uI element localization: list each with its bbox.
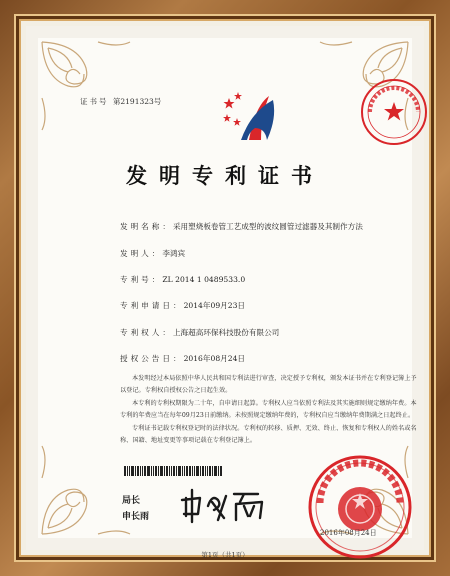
cnipa-logo-icon [221,88,283,148]
director-title: 局长 [122,496,141,506]
field-value: 李鸿宾 [162,249,186,258]
barcode [124,466,238,476]
certificate-number-label: 证书号 [80,97,109,106]
field-label: 授权公告日： [120,354,184,363]
barcode-bar [192,466,193,476]
barcode-bar [160,466,163,476]
barcode-bar [144,466,146,476]
barcode-bar [214,466,217,476]
barcode-bar [200,466,201,476]
barcode-bar [129,466,130,476]
barcode-bar [137,466,139,476]
barcode-bar [142,466,143,476]
barcode-bar [176,466,177,476]
field-value: ZL 2014 1 0489533.0 [162,275,246,284]
certificate-title: 发明专利证书 [126,163,324,188]
director-name: 申长雨 [122,512,150,522]
field-value: 上海超高环保科技股份有限公司 [172,328,280,337]
barcode-bar [202,466,204,476]
field-value: 2014年09月23日 [183,301,245,310]
barcode-bar [205,466,206,476]
barcode-bar [186,466,188,476]
barcode-bar [169,466,170,476]
field-grant-date [120,353,245,364]
certificate-paper [38,38,417,559]
barcode-bar [182,466,183,476]
barcode-bar [178,466,181,476]
body-paragraph: 专利证书记载专利权登记时的法律状况。专利权的转移、质押、无效、终止、恢复和专利权人的姓名或名称、国籍、地址变更等事项记载在专利登记簿上。 [120,425,417,444]
barcode-bar [184,466,185,476]
barcode-bar [189,466,191,476]
barcode-bar [218,466,219,476]
barcode-bar [135,466,136,476]
field-label: 专利号： [120,275,163,284]
field-application-date [120,300,245,311]
frame-border [14,14,436,562]
barcode-bar [220,466,222,476]
barcode-bar [196,466,199,476]
barcode-bar [212,466,213,476]
barcode-bar [155,466,157,476]
certificate-number [80,96,161,107]
field-label: 发明名称： [120,222,173,231]
barcode-bar [158,466,159,476]
seal-date: 2016年08月24日 [320,529,377,537]
barcode-bar [164,466,165,476]
barcode-bar [140,466,141,476]
field-patentee [120,327,279,338]
official-seal [306,453,414,561]
barcode-bar [127,466,128,476]
barcode-bar [171,466,172,476]
field-label: 专利申请日： [120,301,184,310]
barcode-bar [153,466,154,476]
barcode-bar [173,466,175,476]
barcode-bar [124,466,126,476]
body-paragraph: 本专利的专利权期限为二十年，自申请日起算。专利权人应当依照专利法及其实施细则规定缴纳年费。本专利的年费应当在每年09月23日前缴纳。未按照规定缴纳年费的，专利权自应当缴纳年费期满之日起终止。 [120,400,417,419]
field-value: 采用塑烧板卷管工艺成型的波纹圆管过滤器及其制作方法 [172,222,363,231]
field-invention-name [120,221,363,232]
field-label: 发明人： [120,249,163,258]
corner-ornament-icon [38,38,133,133]
barcode-bar [147,466,150,476]
page-number: 第1页（共1页） [201,551,249,559]
field-patent-number [120,274,245,285]
body-paragraph: 本发明经过本局依照中华人民共和国专利法进行审查，决定授予专利权，颁发本证书并在专利登记簿上予以登记。专利权自授权公告之日起生效。 [120,375,417,394]
barcode-bar [209,466,211,476]
barcode-bar [131,466,134,476]
field-value: 2016年08月24日 [183,354,245,363]
barcode-bar [207,466,208,476]
certificate-number-value: 第2191323号 [112,97,162,106]
barcode-bar [194,466,195,476]
corner-ornament-icon [38,443,133,538]
handwritten-signature-icon [178,486,276,524]
barcode-bar [166,466,168,476]
company-stamp [358,76,430,148]
barcode-bar [151,466,152,476]
frame-mat [26,26,424,559]
field-inventor [120,248,185,259]
field-label: 专利权人： [120,328,173,337]
